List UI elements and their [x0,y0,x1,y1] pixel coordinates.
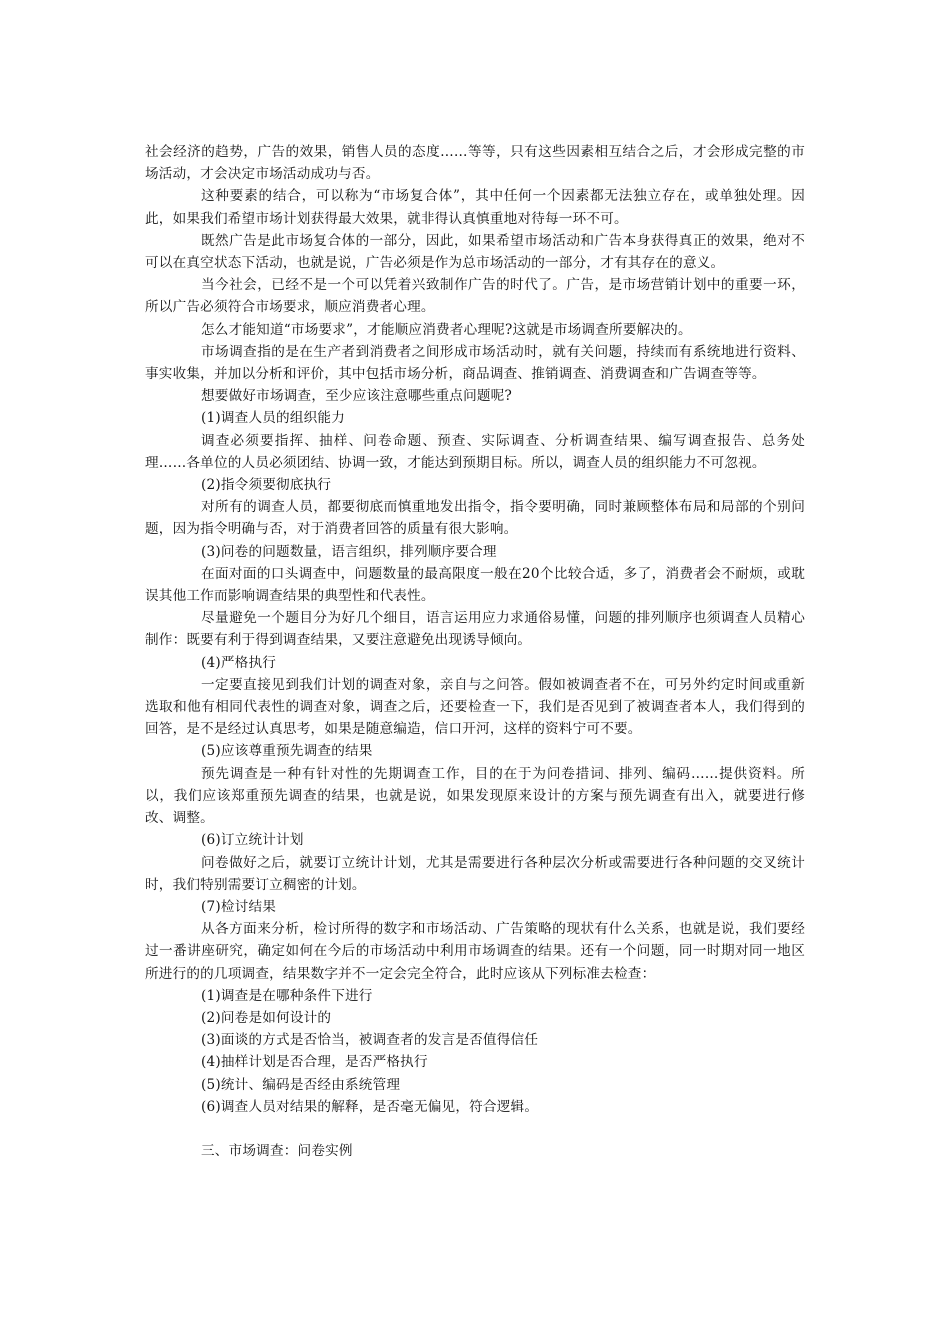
subheading: (4)严格执行 [201,654,277,671]
paragraph: 怎么才能知道“市场要求”，才能顺应消费者心理呢?这就是市场调查所要解决的。 [201,321,692,338]
paragraph: 问卷做好之后，就要订立统计计划，尤其是需要进行各种层次分析或需要进行各种问题的交叉统计时，我们特别需要订立稠密的计划。 [145,854,805,893]
subheading: (3)问卷的问题数量，语言组织，排列顺序要合理 [201,543,497,560]
paragraph: 尽量避免一个题目分为好几个细目，语言运用应力求通俗易懂，问题的排列顺序也须调查人员精心制作：既要有利于得到调查结果，又要注意避免出现诱导倾向。 [145,610,805,649]
paragraph: 预先调查是一种有针对性的先期调查工作，目的在于为问卷措词、排列、编码……提供资料。所以，我们应该郑重预先调查的结果，也就是说，如果发现原来设计的方案与预先调查有出入，就要进行修改、调整。 [145,765,805,827]
list-item: (6)调查人员对结果的解释，是否毫无偏见，符合逻辑。 [201,1098,539,1115]
paragraph: 从各方面来分析，检讨所得的数字和市场活动、广告策略的现状有什么关系，也就是说，我们要经过一番讲座研究，确定如何在今后的市场活动中利用市场调查的结果。还有一个问题，同一时期对同一地区所进行的的几项调查，结果数字并不一定会完全符合，此时应该从下列标准去检查： [145,921,805,982]
paragraph: 一定要直接见到我们计划的调查对象，亲自与之问答。假如被调查者不在，可另外约定时间或重新选取和他有相同代表性的调查对象，调查之后，还要检查一下，我们是否见到了被调查者本人，我们得到的回答，是不是经过认真思考，如果是随意编造，信口开河，这样的资料宁可不要。 [145,676,805,738]
paragraph: 既然广告是此市场复合体的一部分，因此，如果希望市场活动和广告本身获得真正的效果，绝对不可以在真空状态下活动，也就是说，广告必须是作为总市场活动的一部分，才有其存在的意义。 [145,232,805,272]
paragraph: 调查必须要指挥、抽样、问卷命题、预查、实际调查、分析调查结果、编写调查报告、总务处理……各单位的人员必须团结、协调一致，才能达到预期目标。所以，调查人员的组织能力不可忽视。 [145,432,805,471]
subheading: (2)指令须要彻底执行 [201,477,332,494]
list-item: (3)面谈的方式是否恰当，被调查者的发言是否值得信任 [201,1032,539,1049]
document-page [145,141,805,1162]
subheading: (1)调查人员的组织能力 [201,410,345,427]
paragraph: 这种要素的结合，可以称为“市场复合体”，其中任何一个因素都无法独立存在，或单独处理。因此，如果我们希望市场计划获得最大效果，就非得认真慎重地对待每一环不可。 [145,188,805,227]
section-heading: 三、市场调查：问卷实例 [201,1142,353,1159]
subheading: (6)订立统计计划 [201,832,304,849]
paragraph: 在面对面的口头调查中，问题数量的最高限度一般在20个比较合适，多了，消费者会不耐烦，或耽误其他工作而影响调查结果的典型性和代表性。 [145,565,805,605]
paragraph: 对所有的调查人员，都要彻底而慎重地发出指令，指令要明确，同时兼顾整体布局和局部的个别问题，因为指令明确与否，对于消费者回答的质量有很大影响。 [145,499,805,538]
subheading: (7)检讨结果 [201,898,277,915]
paragraph: 当今社会，已经不是一个可以凭着兴致制作广告的时代了。广告，是市场营销计划中的重要一环，所以广告必须符合市场要求，顺应消费者心理。 [145,277,805,316]
list-item: (4)抽样计划是否合理，是否严格执行 [201,1054,428,1071]
subheading: (5)应该尊重预先调查的结果 [201,743,373,760]
paragraph: 社会经济的趋势，广告的效果，销售人员的态度……等等，只有这些因素相互结合之后，才会形成完整的市场活动，才会决定市场活动成功与否。 [145,144,805,183]
list-item: (5)统计、编码是否经由系统管理 [201,1076,401,1093]
list-item: (2)问卷是如何设计的 [201,1009,332,1026]
list-item: (1)调查是在哪种条件下进行 [201,987,373,1004]
blank-line [145,1118,805,1140]
paragraph: 市场调查指的是在生产者到消费者之间形成市场活动时，就有关问题，持续而有系统地进行资料、事实收集，并加以分析和评价，其中包括市场分析，商品调查、推销调查、消费调查和广告调查等等。 [145,343,805,383]
paragraph: 想要做好市场调查，至少应该注意哪些重点问题呢? [201,388,512,405]
